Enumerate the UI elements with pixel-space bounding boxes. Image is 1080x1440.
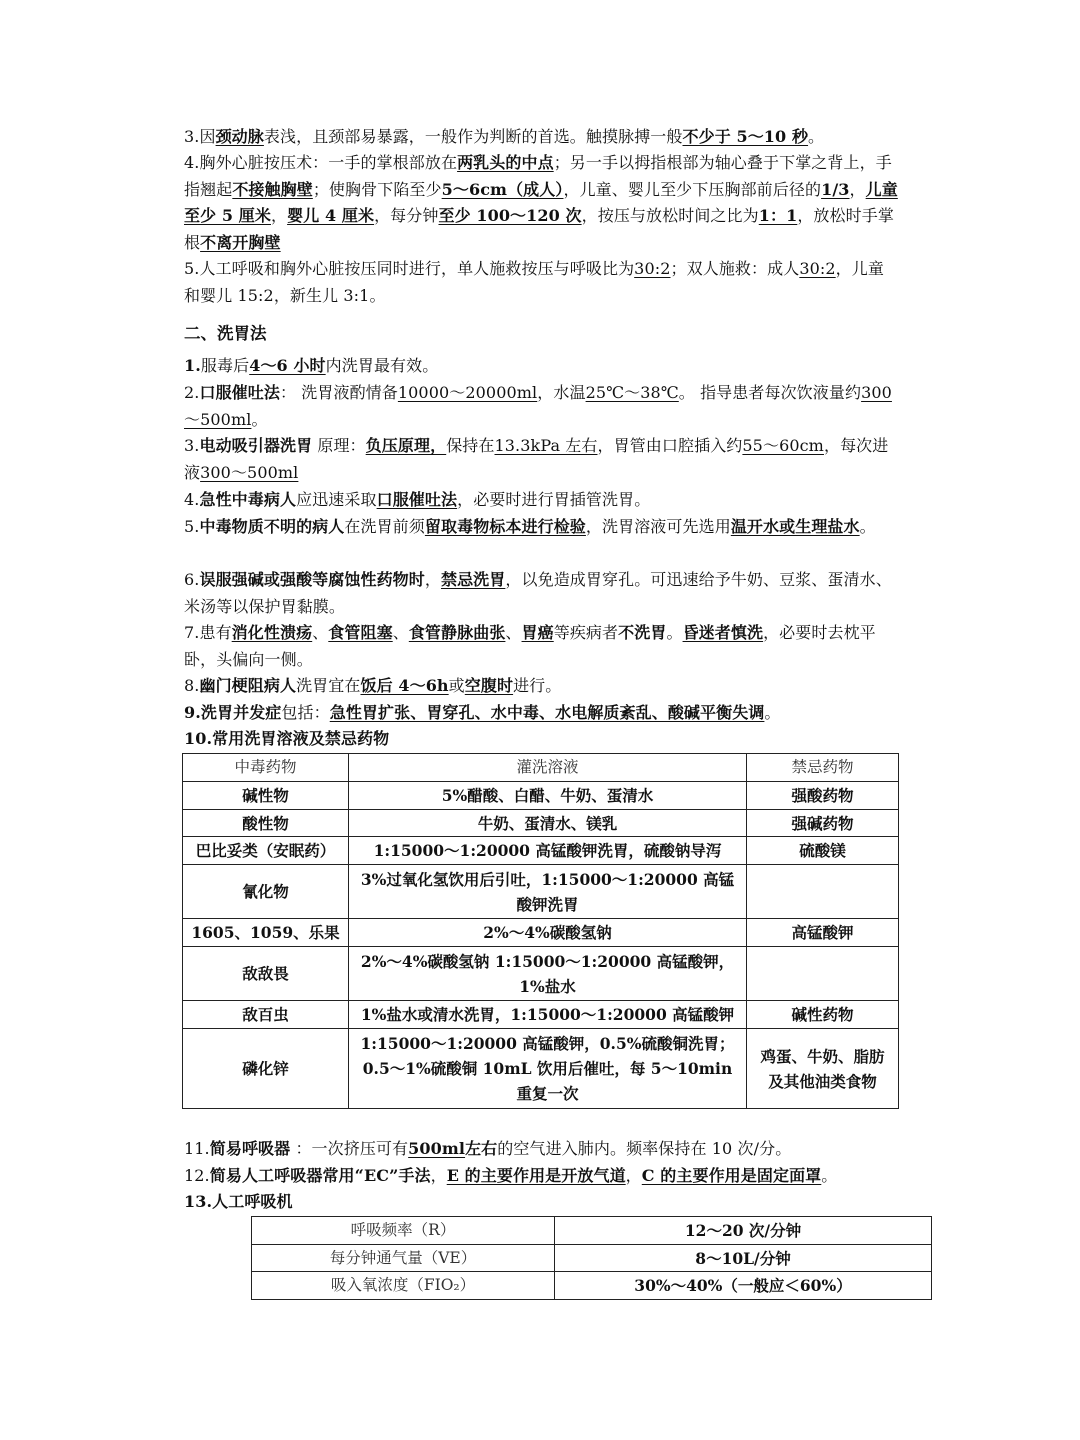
table-row [252,1245,932,1272]
text: 6. [184,570,200,589]
text: 服毒后 [200,356,250,375]
text: 洗胃宜在 [296,676,361,695]
item-12 [184,1163,900,1190]
table-cell: 1605、1059、乐果 [183,919,349,947]
table-cell: 5%醋酸、白醋、牛奶、蛋清水 [349,782,747,810]
table-row [183,1029,899,1109]
table-cell: 12～20 次/分钟 [555,1217,932,1245]
text: 进行。 [513,676,562,695]
emphasis: 急性中毒病人 [199,490,297,509]
text: 内洗胃最有效。 [325,356,439,375]
emphasis: 30:2 [634,259,671,278]
emphasis: 4～6 小时 [249,356,326,375]
emphasis: 空腹时 [464,676,514,695]
table-cell: 吸入氧浓度（FIO₂） [252,1272,555,1300]
text: 7.患有 [184,623,232,642]
emphasis: 300～500ml [200,462,299,482]
table-cell: 鸡蛋、牛奶、脂肪及其他油类食物 [747,1029,899,1109]
text: ，放松时手掌根 [184,206,894,252]
table-row [252,1272,932,1300]
text: 4.胸外心脏按压术：一手的掌根部放在 [184,153,458,172]
table-cell: 8～10L/分钟 [555,1245,932,1272]
emphasis: 饭后 4～6h [360,676,449,695]
table-cell: 磷化锌 [183,1029,349,1109]
table-cell: 1%盐水或清水洗胃，1:15000～1:20000 高锰酸钾 [349,1001,747,1029]
gastric-lavage-table [182,753,899,1109]
emphasis: 负压原理， [365,436,447,455]
table-cell: 呼吸频率（R） [252,1217,555,1245]
gastric-item-4 [184,487,900,514]
emphasis: 简易人工呼吸器常用“EC”手法 [209,1166,431,1185]
text: 表浅，且颈部易暴露，一般作为判断的首选。触摸脉搏一般 [263,127,683,146]
table-cell: 每分钟通气量（VE） [252,1245,555,1272]
emphasis: E 的主要作用是开放气道 [446,1166,626,1185]
table-cell: 高锰酸钾 [747,919,899,947]
table-cell: 巴比妥类（安眠药） [183,837,349,865]
gastric-item-8 [184,673,900,700]
text: 。 指导患者每次饮液量约 [678,383,862,402]
text: 。 [808,127,825,146]
table-row [183,1001,899,1029]
table-cell: 牛奶、蛋清水、镁乳 [349,810,747,837]
emphasis: 婴儿 4 厘米 [287,206,375,225]
emphasis: 300～500ml [184,383,892,429]
text: ，每分钟 [374,206,439,225]
table-header-row [183,754,899,782]
emphasis: 9.洗胃并发症 [184,703,282,722]
text: ，必要时进行胃插管洗胃。 [457,490,651,509]
text: 应迅速采取 [296,490,377,509]
emphasis: 10000～20000ml [397,383,538,402]
gastric-item-3 [184,433,900,486]
header-cell: 禁忌药物 [747,754,899,782]
emphasis: 不接触胸壁 [232,179,313,199]
text: ：一次挤压可有 [290,1139,409,1158]
emphasis: 不离开胸壁 [200,232,281,252]
table1-caption: 10.常用洗胃溶液及禁忌药物 [184,729,390,748]
text: 等疾病者 [553,623,619,642]
emphasis: 500ml [408,1139,466,1158]
text: ，胃管由口腔插入约 [597,436,743,455]
table-cell [747,947,899,1001]
table-cell: 敌百虫 [183,1001,349,1029]
text: ， [430,1166,447,1185]
emphasis: 电动吸引器洗胃 [199,436,313,455]
emphasis: 儿童至少 5 厘米 [184,179,898,225]
emphasis: 两乳头的中点 [457,153,554,172]
text: 、 [392,623,409,642]
emphasis: 1：1 [758,206,798,225]
gastric-item-9 [184,700,900,727]
gastric-item-5 [184,514,900,541]
emphasis: 1/3 [821,179,850,199]
text: ， [424,570,441,589]
table-row [183,837,899,865]
header-cell: 中毒药物 [183,754,349,782]
text: 5.人工呼吸和胸外心脏按压同时进行，单人施救按压与呼吸比为 [184,259,635,278]
emphasis: 25℃～38℃ [585,383,679,402]
table-cell: 硫酸镁 [747,837,899,865]
gastric-item-7 [184,620,900,673]
text: ，儿童、婴儿至少下压胸部前后径的 [563,179,822,199]
text: 。 [251,409,268,429]
text: ，每次进液 [184,436,889,482]
table-row [183,919,899,947]
gastric-item-2 [184,380,900,433]
text: 、 [505,623,522,642]
text: 的空气进入肺内。频率保持在 10 次/分。 [497,1139,792,1158]
emphasis: 5～6cm（成人） [441,179,564,199]
text: ；使胸骨下陷至少 [312,179,442,199]
emphasis: 口服催吐法 [199,383,280,402]
text: 12. [184,1166,210,1185]
text: 包括： [281,703,330,722]
emphasis: 55～60cm [742,436,824,455]
emphasis: 误服强碱或强酸等腐蚀性药物时 [199,570,425,589]
text: 原理： [312,436,366,455]
emphasis: 食管静脉曲张 [408,623,506,642]
text: 11. [184,1139,210,1158]
text: ，以免造成胃穿孔。可迅速给予牛奶、豆浆、蛋清水、米汤等以保护胃黏膜。 [184,570,892,616]
text: 。 [859,517,876,536]
table-row [252,1217,932,1245]
text: 。 [821,1166,838,1185]
text: 8. [184,676,200,695]
table2-caption: 13.人工呼吸机 [184,1192,293,1211]
emphasis: 禁忌洗胃 [440,570,506,589]
gastric-item-1 [184,353,900,380]
text: ；另一手以拇指根部为轴心叠于下掌之背上，手指翘起 [184,153,892,199]
emphasis: 胃癌 [521,623,554,642]
table-cell: 强酸药物 [747,782,899,810]
text: ： 洗胃液酌情备 [279,383,398,402]
table-row [183,865,899,919]
emphasis: 幽门梗阻病人 [199,676,297,695]
emphasis: 消化性溃疡 [231,623,313,642]
item-11 [184,1136,900,1163]
paragraph-3 [184,124,900,151]
table-cell: 2%～4%碳酸氢钠 [349,919,747,947]
text: ，按压与放松时间之比为 [581,206,759,225]
ventilator-table [251,1216,932,1300]
text: ，水温 [537,383,586,402]
emphasis: 口服催吐法 [376,490,458,509]
emphasis: 13.3kPa 左右 [494,436,598,455]
table-cell: 1:15000～1:20000 高锰酸钾，0.5%硫酸铜洗胃；0.5～1%硫酸铜 10mL 饮用后催吐，每 5～10min 重复一次 [349,1029,747,1109]
table-cell: 强碱药物 [747,810,899,837]
emphasis: 不洗胃 [618,623,667,642]
emphasis: 颈动脉 [215,127,264,146]
table-row [183,782,899,810]
section-heading: 二、洗胃法 [184,324,267,343]
text: 3.因 [184,127,216,146]
table-cell: 30%～40%（一般应＜60%） [555,1272,932,1300]
paragraph-5 [184,256,900,309]
text: ；双人施救：成人 [670,259,800,278]
table-row [183,947,899,1001]
emphasis: 左右 [465,1139,498,1158]
emphasis: 食管阻塞 [328,623,393,642]
header-cell: 灌洗溶液 [349,754,747,782]
text: 保持在 [446,436,495,455]
text: 。 [764,703,781,722]
emphasis: C 的主要作用是固定面罩 [641,1166,822,1185]
emphasis: 简易呼吸器 [209,1139,291,1158]
table-cell: 3%过氧化氢饮用后引吐，1:15000～1:20000 高锰酸钾洗胃 [349,865,747,919]
text: 在洗胃前须 [344,517,425,536]
emphasis: 急性胃扩张、胃穿孔、水中毒、水电解质紊乱、酸碱平衡失调 [329,703,765,722]
table-cell: 氰化物 [183,865,349,919]
text: ，必要时去枕平卧，头偏向一侧。 [184,623,876,669]
text: 2. [184,383,200,402]
paragraph-4 [184,150,900,256]
text: 3. [184,436,200,455]
text: ， [270,206,288,225]
emphasis: 中毒物质不明的病人 [199,517,345,536]
text: 或 [448,676,465,695]
gastric-item-6 [184,567,900,620]
table-cell: 碱性物 [183,782,349,810]
text: ，洗胃溶液可先选用 [585,517,731,536]
emphasis: 昏迷者慎洗 [682,623,764,642]
table-cell: 敌敌畏 [183,947,349,1001]
emphasis: 不少于 5～10 秒 [682,127,809,146]
text: 4. [184,490,200,509]
table-cell: 1:15000～1:20000 高锰酸钾洗胃，硫酸钠导泻 [349,837,747,865]
text: 5. [184,517,200,536]
table-row [183,810,899,837]
text: ， [849,179,866,199]
table-cell: 酸性物 [183,810,349,837]
table-cell: 碱性药物 [747,1001,899,1029]
emphasis: 留取毒物标本进行检验 [424,517,586,536]
text: 、 [312,623,329,642]
text: ， [625,1166,642,1185]
emphasis: 至少 100～120 次 [438,206,582,225]
table-cell: 2%～4%碳酸氢钠 1:15000～1:20000 高锰酸钾，1%盐水 [349,947,747,1001]
text: 。 [666,623,683,642]
text: 1. [184,356,201,375]
emphasis: 30:2 [799,259,836,278]
emphasis: 温开水或生理盐水 [730,517,860,536]
text: ，儿童和婴儿 15:2，新生儿 3:1。 [184,259,884,305]
table-cell [747,865,899,919]
